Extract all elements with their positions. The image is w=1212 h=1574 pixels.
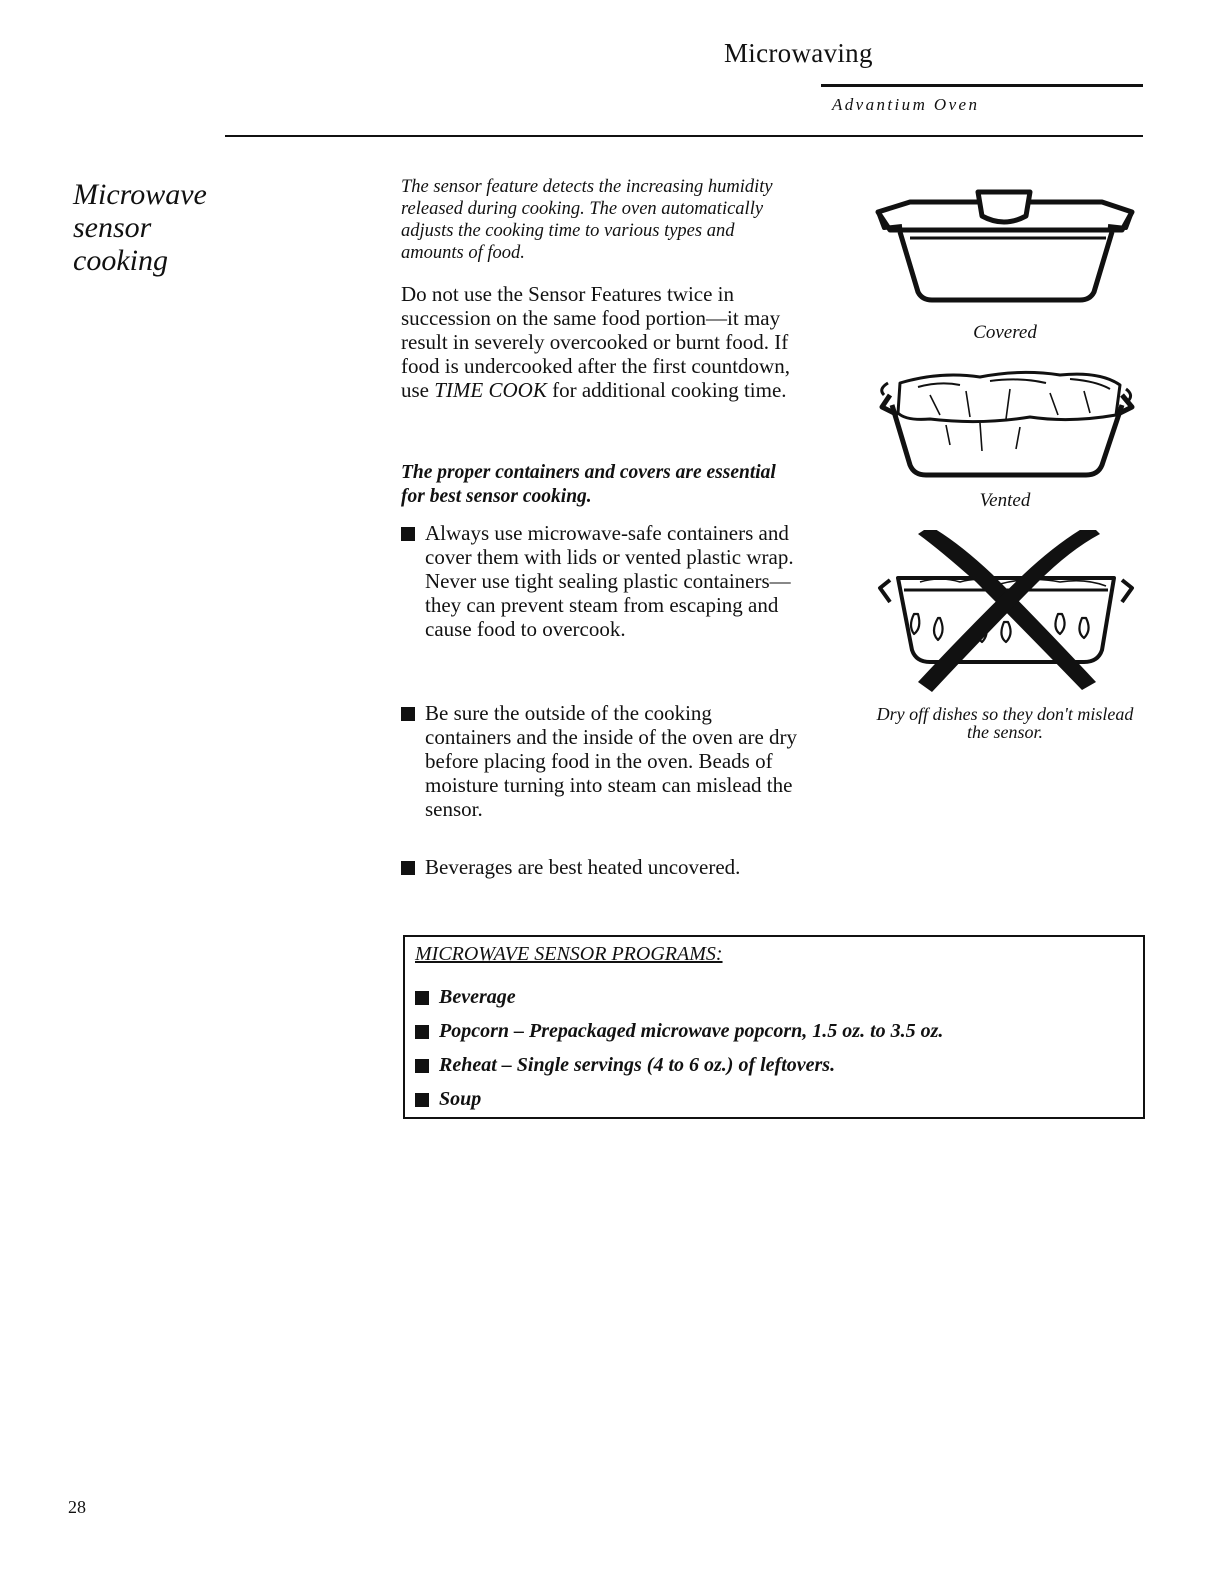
program-item: Reheat – Single servings (4 to 6 oz.) of leftovers.	[415, 1048, 943, 1082]
covered-dish-illustration	[870, 180, 1140, 310]
tips-list	[401, 855, 801, 879]
figure-caption: Covered	[973, 322, 1037, 343]
list-item: Be sure the outside of the cooking containers and the inside of the oven are dry before placing food in the oven. Beads of moisture turning into steam can mislead the sensor.	[401, 701, 801, 821]
section-divider	[225, 135, 1143, 137]
page-number: 28	[68, 1497, 86, 1517]
figure-caption: Vented	[979, 490, 1031, 511]
wet-dish-crossed-illustration	[870, 530, 1140, 702]
section-title-line: Microwave	[73, 178, 207, 211]
header-rule	[821, 84, 1143, 87]
paragraph-text: Do not use the Sensor Features twice in succession on the same food portion—it may result in severely overcooked or burnt food. If food is undercooked after the first countdown, use	[401, 282, 790, 402]
program-item: Beverage	[415, 980, 943, 1014]
figure-caption: Dry off dishes so they don't mislead the sensor.	[876, 704, 1134, 742]
section-title-line: cooking	[73, 244, 168, 277]
program-item: Soup	[415, 1082, 943, 1116]
program-item: Popcorn – Prepackaged microwave popcorn, 1.5 oz. to 3.5 oz.	[415, 1014, 943, 1048]
page-header-title: Microwaving	[724, 38, 873, 68]
sensor-warning-paragraph	[401, 282, 801, 402]
programs-title: MICROWAVE SENSOR PROGRAMS:	[415, 943, 723, 965]
intro-paragraph: The sensor feature detects the increasing humidity released during cooking. The oven automatically adjusts the cooking time to various types and amounts of food.	[401, 177, 773, 263]
sensor-programs-box	[403, 935, 1145, 1119]
tips-list	[401, 701, 801, 821]
vented-dish-illustration	[870, 365, 1140, 483]
paragraph-text: for additional cooking time.	[546, 378, 787, 402]
containers-note: The proper containers and covers are essential for best sensor cooking.	[401, 462, 776, 507]
section-title-line: sensor	[73, 211, 152, 244]
page-header-subtitle: Advantium Oven	[832, 95, 980, 114]
section-title	[73, 178, 293, 277]
list-item: Always use microwave-safe containers and cover them with lids or vented plastic wrap. Never use tight sealing plastic containers—they can prevent steam from escaping and cause food to overcook.	[401, 521, 801, 641]
list-item: Beverages are best heated uncovered.	[401, 855, 801, 879]
programs-list	[415, 980, 943, 1116]
tips-list	[401, 521, 801, 641]
time-cook-term: TIME COOK	[434, 378, 547, 402]
